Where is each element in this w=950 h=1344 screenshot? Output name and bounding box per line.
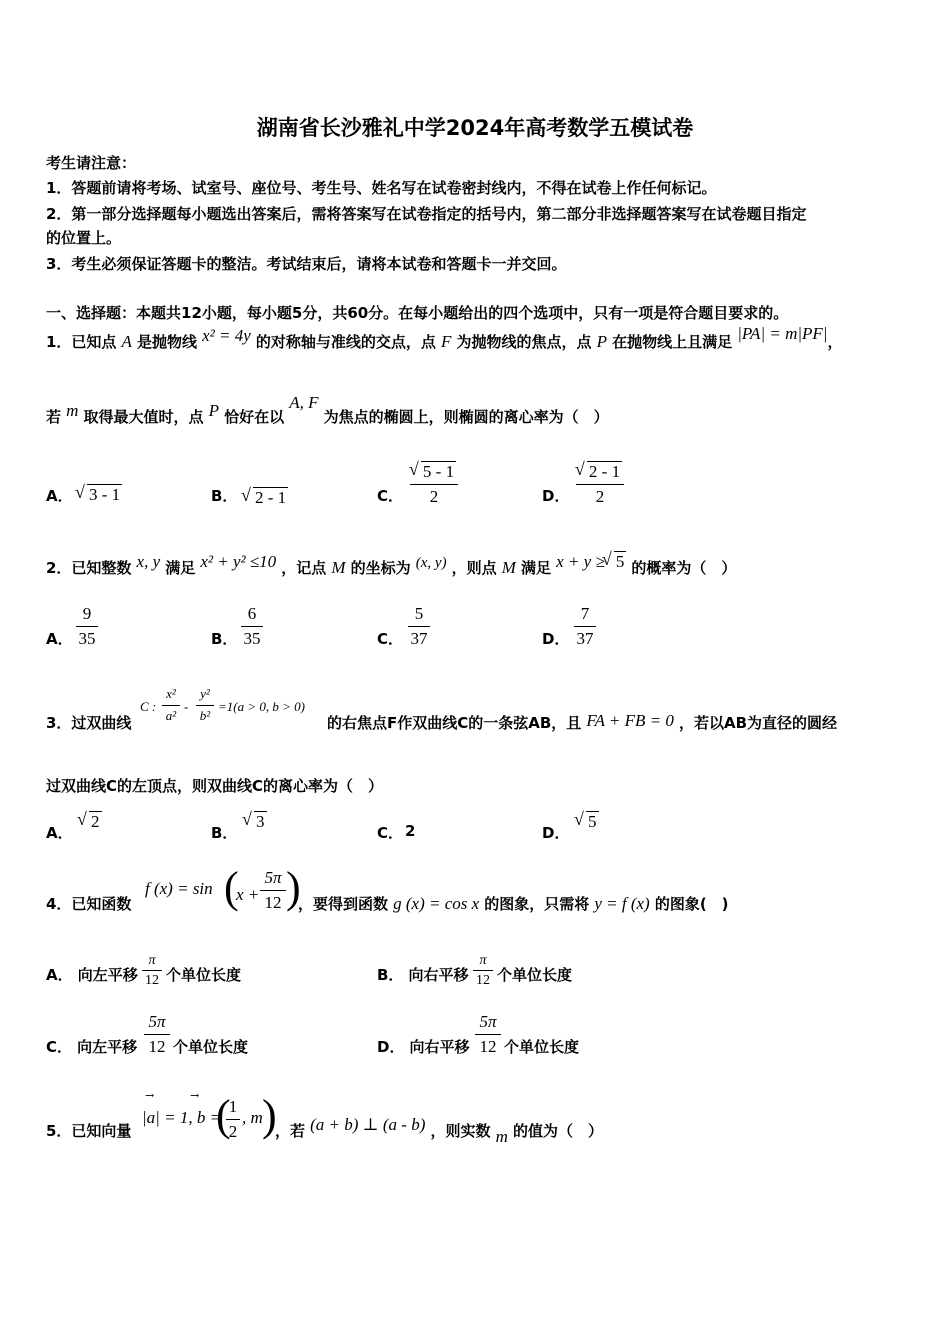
q2-text-4: 的坐标为: [350, 559, 411, 577]
page-title: 湖南省长沙雅礼中学2024年高考数学五模试卷: [256, 116, 694, 140]
q2-condition-lhs: x + y ≥: [556, 552, 605, 571]
q3-option-b-value: 3: [256, 812, 265, 831]
q1-option-a-label: A．: [46, 487, 73, 505]
q4-option-a-num: π: [148, 953, 156, 968]
question-4-cont: [298, 893, 729, 914]
q3-condition: =1(a > 0, b > 0): [218, 699, 305, 714]
q2-text-7: 的概率为（ ）: [631, 559, 737, 577]
notice-item-3: 3．考生必须保证答题卡的整洁。考试结束后，请将本试卷和答题卡一并交回。: [46, 255, 567, 273]
question-1-line-2: [46, 393, 609, 427]
q1-text-7: 取得最大值时，点: [83, 408, 204, 426]
question-3-cont: [327, 712, 837, 733]
q1-text-3: 的对称轴与准线的交点，点: [255, 333, 436, 351]
q4-option-b-label: B．: [377, 966, 404, 984]
q2-condition-rad: 5: [615, 552, 625, 571]
question-4: [46, 893, 131, 914]
notice-item-2-cont: 的位置上。: [46, 229, 122, 247]
q4-fraction: [260, 868, 286, 913]
q5-half-num: 1: [228, 1097, 238, 1116]
q4-option-c-post: 个单位长度: [173, 1038, 249, 1056]
q4-option-b: [377, 964, 469, 985]
q5-arrow-b: →: [190, 1089, 200, 1102]
q4-option-d-label: D．: [377, 1038, 405, 1056]
q4-option-a-post: 个单位长度: [166, 966, 242, 984]
q2-text-1: 2．已知整数: [46, 559, 132, 577]
q3-option-d-label: D．: [542, 824, 570, 842]
q3-option-b-label: B．: [211, 824, 238, 842]
q2-option-d-num: 7: [580, 604, 590, 623]
q1-text-4: 为抛物线的焦点，点: [456, 333, 592, 351]
q1-option-c-num: 5 - 1: [422, 462, 455, 481]
q4-option-a-pre: 向左平移: [77, 966, 138, 984]
q3-minus: -: [184, 699, 189, 714]
q2-option-b-num: 6: [247, 604, 257, 623]
notice-item-2: 2．第一部分选择题每小题选出答案后，需将答案写在试卷指定的括号内，第二部分非选择题答案写在试卷题目指定: [46, 205, 807, 223]
q3-text-1: 3．过双曲线: [46, 714, 132, 732]
q2-option-d-label: D．: [542, 630, 570, 648]
q4-option-b-pre: 向右平移: [408, 966, 469, 984]
q1-option-b-value: 2 - 1: [255, 488, 287, 507]
q1-option-a-value: 3 - 1: [89, 485, 121, 504]
q5-text-1: 5．已知向量: [46, 1122, 132, 1140]
q3-b2: b²: [199, 708, 211, 723]
q4-text-3: 的图象，只需将: [484, 895, 590, 913]
q2-option-b-fraction: [241, 604, 263, 649]
q3-text-3: ，若以AB为直径的圆经: [678, 714, 838, 732]
q3-a2: a²: [165, 708, 177, 723]
q4-option-a-label: A．: [46, 966, 73, 984]
q5-text-2: ，若: [275, 1122, 306, 1140]
q1-option-d-num: 2 - 1: [588, 462, 621, 481]
q1-point-a: A: [121, 332, 132, 351]
q4-option-c-fraction: [144, 1012, 170, 1057]
q4-y: y = f (x): [594, 894, 650, 913]
q1-parabola: x² = 4y: [202, 326, 251, 345]
q2-option-b-label: B．: [211, 630, 238, 648]
q4-option-d-den: 12: [479, 1037, 497, 1056]
q4-option-c-pre: 向左平移: [77, 1038, 138, 1056]
q1-option-d-den: 2: [595, 487, 605, 506]
q2-option-a-den: 35: [78, 629, 96, 648]
q4-option-d-pre: 向右平移: [409, 1038, 470, 1056]
q5-text-3: ，则实数: [430, 1122, 491, 1140]
q1-option-d-fraction: [576, 462, 624, 507]
q4-option-d: [377, 1036, 470, 1057]
q2-option-a-label: A．: [46, 630, 73, 648]
q4-option-c-num: 5π: [148, 1012, 166, 1031]
q2-option-b-den: 35: [243, 629, 261, 648]
q3-option-d: [577, 812, 599, 832]
q5-condition: |a| = 1, b =: [142, 1108, 222, 1127]
q5-m-part: , m: [242, 1108, 263, 1127]
q4-frac-den: 12: [264, 893, 282, 912]
q2-inequality: x² + y² ≤10: [200, 552, 277, 571]
q1-comma: ，: [827, 333, 843, 351]
q5-half-den: 2: [228, 1122, 238, 1141]
q2-xy: x, y: [136, 552, 161, 571]
q2-text-6: 满足: [521, 559, 552, 577]
question-5: [46, 1120, 131, 1141]
q4-option-b-num: π: [479, 953, 487, 968]
q3-option-b: [245, 812, 267, 832]
q1-condition: |PA| = m|PF|: [737, 324, 828, 343]
q2-option-c-label: C．: [377, 630, 404, 648]
q2-option-a-num: 9: [82, 604, 92, 623]
q1-text-8: 恰好在以: [224, 408, 285, 426]
q1-option-a: [78, 485, 122, 505]
q3-option-a-value: 2: [91, 812, 100, 831]
q2-option-d-fraction: [574, 604, 596, 649]
q5-half: [226, 1097, 240, 1142]
q4-option-d-fraction: [475, 1012, 501, 1057]
q4-f-lhs: f (x) = sin: [145, 879, 213, 898]
q5-left-paren: (: [216, 1091, 231, 1140]
q2-condition: [556, 552, 626, 571]
q1-text-2: 是抛物线: [137, 333, 198, 351]
q5-perp: (a + b) ⊥ (a - b): [310, 1115, 426, 1134]
q5-text-4: 的值为（ ）: [512, 1122, 603, 1140]
q1-option-c-fraction: [410, 462, 458, 507]
question-3: [46, 712, 131, 733]
q3-x2: x²: [166, 686, 176, 701]
q1-point-f: F: [441, 332, 452, 351]
q4-option-c-label: C．: [46, 1038, 73, 1056]
q3-option-d-value: 5: [588, 812, 597, 831]
q4-left-paren: (: [224, 863, 239, 912]
q2-point-m-2: M: [501, 558, 516, 577]
notice-heading: 考生请注意：: [46, 154, 137, 172]
q1-option-c-label: C．: [377, 487, 404, 505]
q5-arrow-a: →: [145, 1089, 155, 1102]
q5-m: m: [495, 1127, 508, 1146]
q3-option-c-label: C．: [377, 824, 404, 842]
q3-c-label: C :: [140, 699, 157, 714]
q4-right-paren: ): [286, 863, 301, 912]
q1-option-b-label: B．: [211, 487, 238, 505]
q4-option-d-post: 个单位长度: [504, 1038, 580, 1056]
q4-g: g (x) = cos x: [393, 894, 480, 913]
q3-option-a-label: A．: [46, 824, 73, 842]
q4-option-c: [46, 1036, 137, 1057]
q1-text-1: 1．已知点: [46, 333, 117, 351]
question-1: [46, 324, 843, 352]
q4-text-1: 4．已知函数: [46, 895, 132, 913]
q4-frac-num: 5π: [264, 868, 282, 887]
q4-option-a: [46, 964, 138, 985]
q3-option-c: 2: [405, 822, 416, 840]
q4-option-d-num: 5π: [479, 1012, 497, 1031]
q1-foci: A, F: [289, 393, 319, 412]
q4-option-c-den: 12: [148, 1037, 166, 1056]
q1-point-p: P: [596, 332, 607, 351]
q1-point-p-2: P: [208, 401, 219, 420]
q1-option-b: [244, 488, 288, 508]
question-2: [46, 552, 737, 578]
q3-vector: FA + FB = 0: [586, 711, 674, 730]
q4-option-b-post: 个单位长度: [497, 966, 573, 984]
q2-text-3: ，记点: [281, 559, 327, 577]
question-3-line-2: 过双曲线C的左顶点，则双曲线C的离心率为（ ）: [46, 777, 384, 795]
q5-right-paren: ): [262, 1091, 277, 1140]
q2-option-c-fraction: [408, 604, 430, 649]
q3-text-2: 的右焦点F作双曲线C的一条弦AB，且: [327, 714, 582, 732]
notice-item-1: 1．答题前请将考场、试室号、座位号、考生号、姓名写在试卷密封线内，不得在试卷上作任何标记。: [46, 179, 717, 197]
q2-point-m: M: [331, 558, 346, 577]
q2-option-c-den: 37: [410, 629, 428, 648]
q4-text-4: 的图象( ): [654, 895, 729, 913]
q4-option-b-den: 12: [476, 973, 490, 988]
q2-text-5: ，则点: [451, 559, 497, 577]
q3-hyperbola: [140, 686, 326, 730]
q1-text-9: 为焦点的椭圆上，则椭圆的离心率为（ ）: [323, 408, 609, 426]
q2-option-c-num: 5: [414, 604, 424, 623]
q1-m: m: [66, 401, 79, 420]
q4-option-b-fraction: [473, 953, 493, 989]
q4-inner: x +: [236, 885, 260, 904]
q3-y2: y²: [200, 686, 210, 701]
q2-text-2: 满足: [165, 559, 196, 577]
q1-text-5: 在抛物线上且满足: [612, 333, 733, 351]
q4-option-a-den: 12: [145, 973, 159, 988]
q4-option-a-fraction: [142, 953, 162, 989]
q4-text-2: ，要得到函数: [298, 895, 389, 913]
q3-option-a: [80, 812, 102, 832]
section-heading: 一、选择题：本题共12小题，每小题5分，共60分。在每小题给出的四个选项中，只有一项是符合题目要求的。: [46, 304, 789, 322]
q2-coordinate: (x, y): [415, 555, 447, 571]
q2-option-a-fraction: [76, 604, 98, 649]
q1-text-6: 若: [46, 408, 62, 426]
q1-option-d-label: D．: [542, 487, 570, 505]
q1-option-c-den: 2: [429, 487, 439, 506]
question-5-cont: [275, 1115, 603, 1146]
q2-option-d-den: 37: [576, 629, 594, 648]
